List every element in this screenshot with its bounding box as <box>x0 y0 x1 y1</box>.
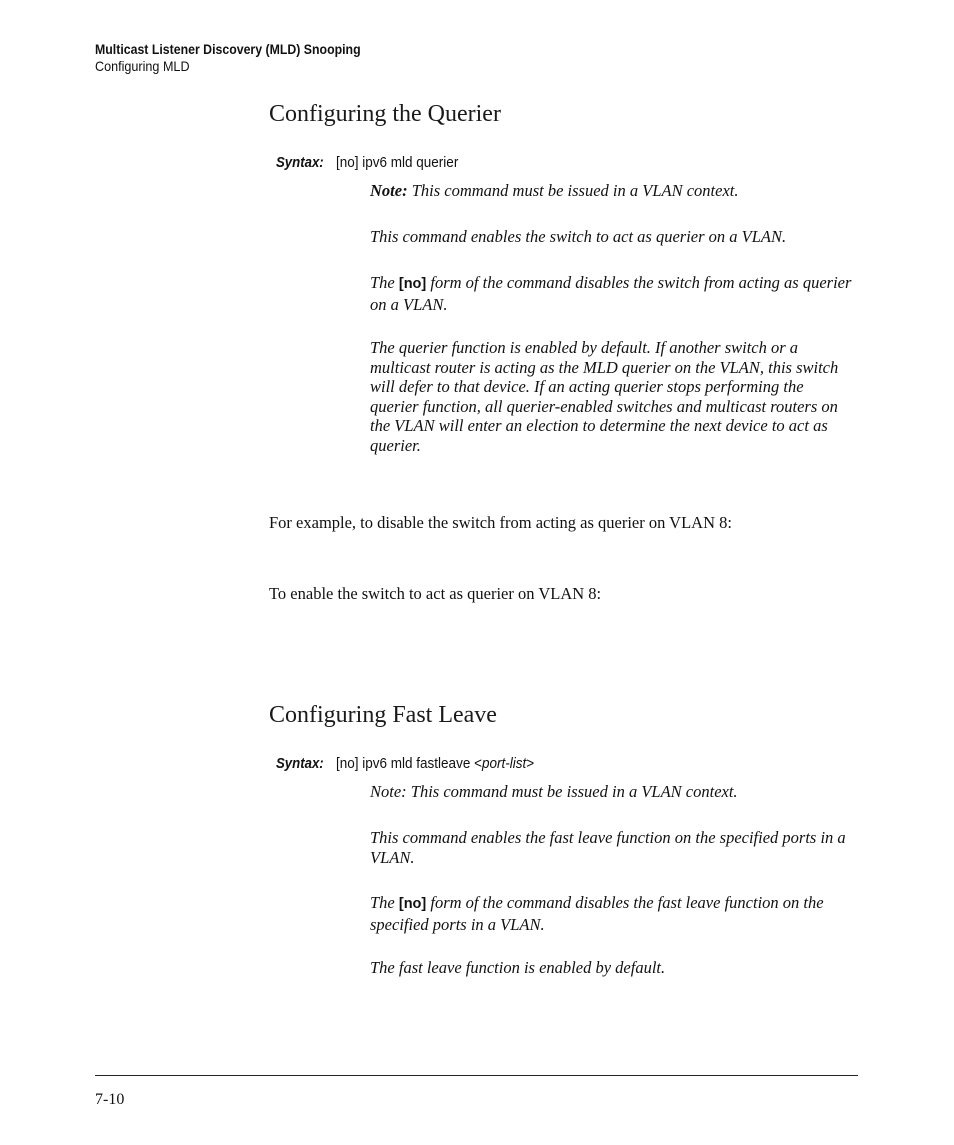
fastleave-syntax-text: [no] ipv6 mld fastleave < <box>336 755 482 772</box>
port-list-param: port-list <box>481 755 527 772</box>
fastleave-para-no-form <box>370 893 856 934</box>
example-enable-text: To enable the switch to act as querier on VLAN 8: <box>269 584 602 603</box>
no-keyword: [no] <box>398 276 427 292</box>
note-text: This command must be issued in a VLAN context. <box>407 181 739 200</box>
example-disable-text: For example, to disable the switch from acting as querier on VLAN 8: <box>269 513 732 532</box>
no-form-prefix: The <box>370 273 399 292</box>
fastleave-note: Note: This command must be issued in a VLAN context. <box>370 782 738 801</box>
querier-para-enable: This command enables the switch to act as querier on a VLAN. <box>370 227 787 246</box>
querier-para-default: The querier function is enabled by default. If another switch or a multicast router is acting as the MLD querier on the VLAN, this switch will defer to that device. If an acting querier stops performing the querier function, all querier-enabled switches and multicast routers on the VLAN will enter an election to determine the next device to act as querier. <box>370 338 839 455</box>
fastleave-heading: Configuring Fast Leave <box>269 702 497 728</box>
fastleave-para-enable: This command enables the fast leave function on the specified ports in a VLAN. <box>370 828 846 867</box>
querier-note <box>370 181 738 201</box>
page-number: 7-10 <box>95 1091 125 1108</box>
running-header-chapter: Multicast Listener Discovery (MLD) Snooping <box>95 41 361 57</box>
fastleave-syntax-close: > <box>526 755 535 772</box>
no-form-rest: form of the command disables the fast leave function on the specified ports in a VLAN. <box>370 893 824 934</box>
note-label: Note: <box>370 181 408 200</box>
running-header-section: Configuring MLD <box>95 58 190 74</box>
footer-rule <box>95 1075 858 1076</box>
no-form-rest: form of the command disables the switch from acting as querier on a VLAN. <box>370 273 852 314</box>
querier-syntax-label: Syntax: <box>276 154 324 171</box>
fastleave-syntax-label: Syntax: <box>276 755 324 772</box>
fastleave-syntax-command <box>336 755 534 772</box>
querier-heading: Configuring the Querier <box>269 101 501 127</box>
no-form-prefix: The <box>370 893 399 912</box>
querier-syntax-command: [no] ipv6 mld querier <box>336 154 459 171</box>
fastleave-para-default: The fast leave function is enabled by default. <box>370 958 666 977</box>
querier-para-no-form <box>370 273 856 314</box>
no-keyword: [no] <box>398 896 427 912</box>
